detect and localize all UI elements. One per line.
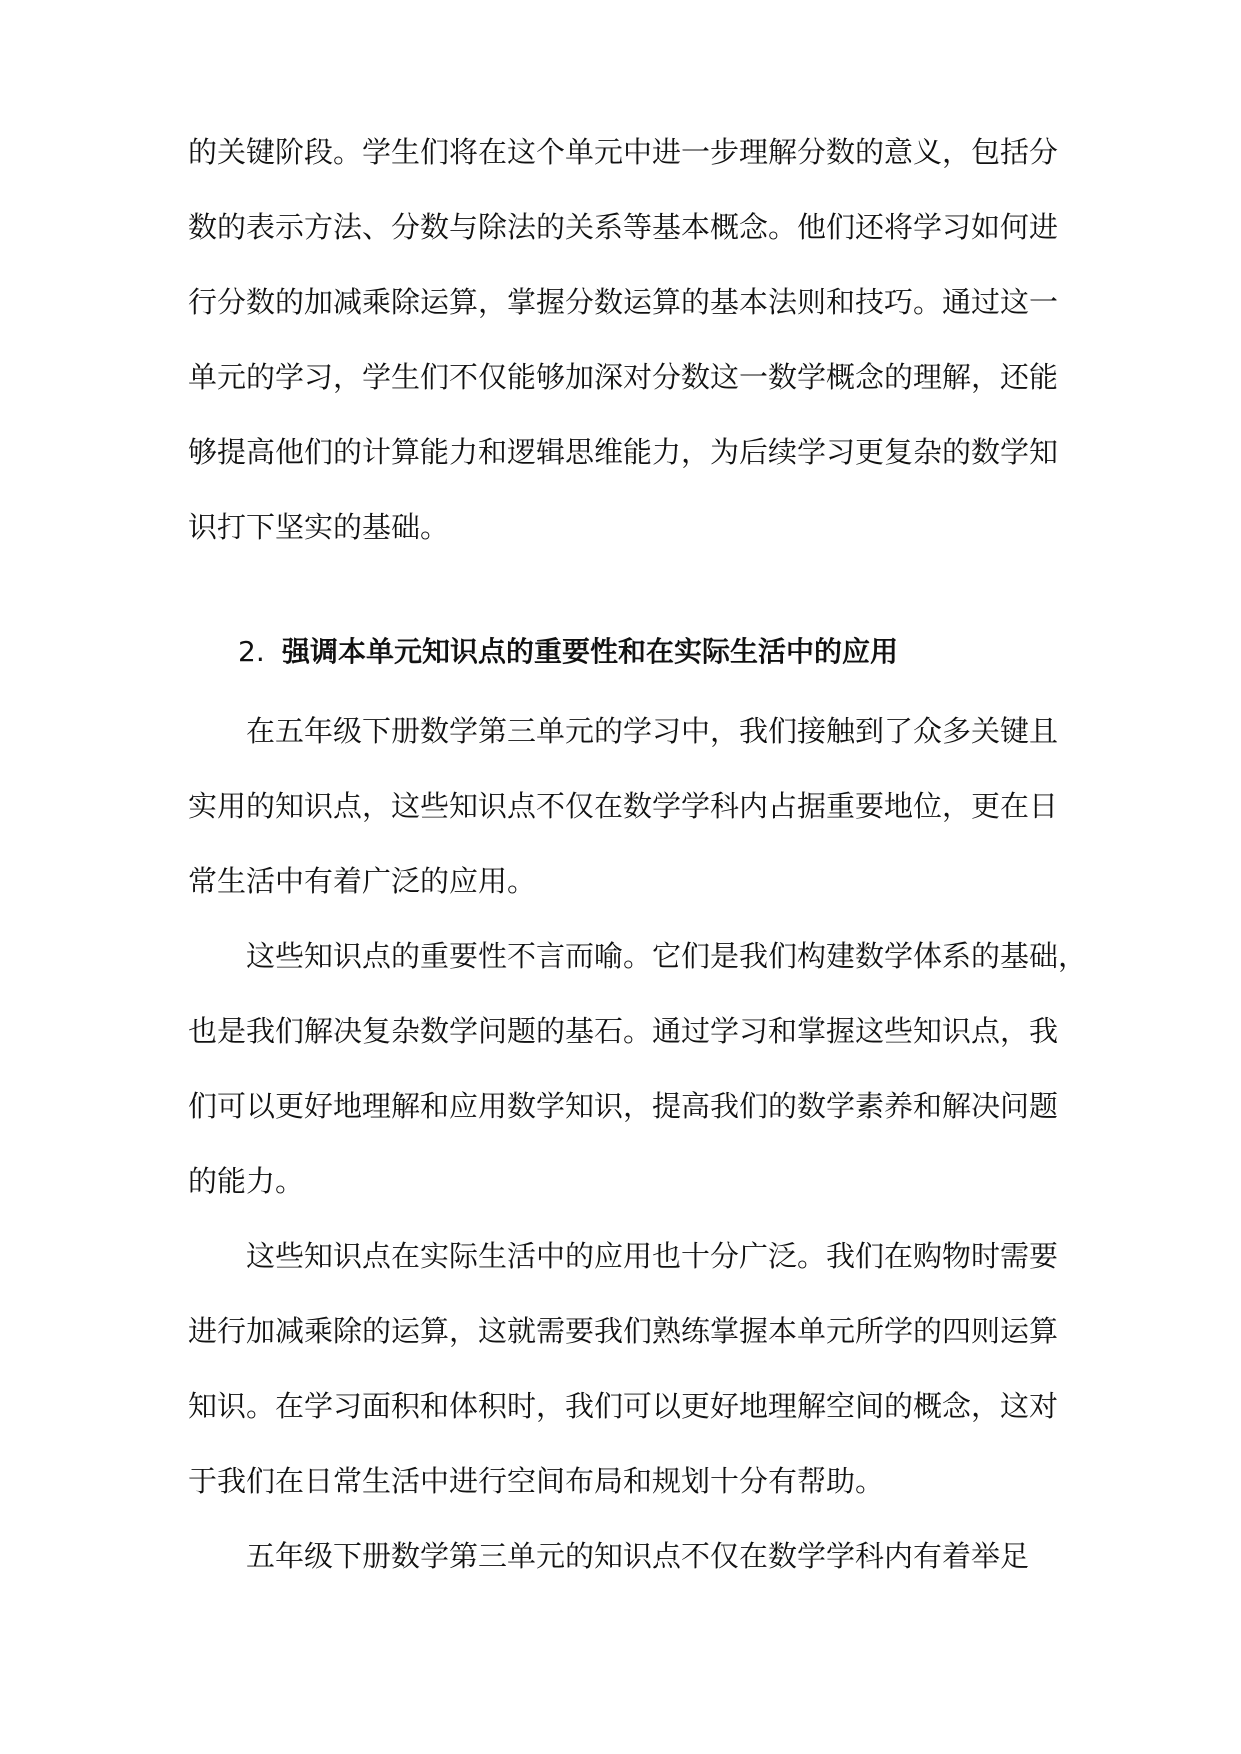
paragraph-4-line-1: 这些知识点在实际生活中的应用也十分广泛。我们在购物时需要 bbox=[246, 1239, 1059, 1273]
paragraph-3-line-1: 这些知识点的重要性不言而喻。它们是我们构建数学体系的基础， bbox=[246, 939, 1088, 973]
paragraph-3-line-2: 也是我们解决复杂数学问题的基石。通过学习和掌握这些知识点，我 bbox=[188, 1014, 1059, 1048]
section-heading-number: 2. bbox=[238, 635, 265, 668]
paragraph-3-line-3: 们可以更好地理解和应用数学知识，提高我们的数学素养和解决问题 bbox=[188, 1089, 1059, 1123]
paragraph-5-line-1: 五年级下册数学第三单元的知识点不仅在数学学科内有着举足 bbox=[246, 1539, 1030, 1573]
paragraph-1-line-5: 够提高他们的计算能力和逻辑思维能力，为后续学习更复杂的数学知 bbox=[188, 435, 1059, 469]
paragraph-4-line-2: 进行加减乘除的运算，这就需要我们熟练掌握本单元所学的四则运算 bbox=[188, 1314, 1059, 1348]
paragraph-2-line-2: 实用的知识点，这些知识点不仅在数学学科内占据重要地位，更在日 bbox=[188, 789, 1059, 823]
paragraph-1-line-2: 数的表示方法、分数与除法的关系等基本概念。他们还将学习如何进 bbox=[188, 210, 1059, 244]
paragraph-4-line-3: 知识。在学习面积和体积时，我们可以更好地理解空间的概念，这对 bbox=[188, 1389, 1059, 1423]
section-heading-title: 强调本单元知识点的重要性和在实际生活中的应用 bbox=[282, 635, 899, 668]
paragraph-1-line-1: 的关键阶段。学生们将在这个单元中进一步理解分数的意义，包括分 bbox=[188, 135, 1059, 169]
paragraph-1-line-4: 单元的学习，学生们不仅能够加深对分数这一数学概念的理解，还能 bbox=[188, 360, 1059, 394]
paragraph-2-line-1: 在五年级下册数学第三单元的学习中，我们接触到了众多关键且 bbox=[246, 714, 1059, 748]
paragraph-1-line-6: 识打下坚实的基础。 bbox=[188, 510, 450, 544]
paragraph-2-line-3: 常生活中有着广泛的应用。 bbox=[188, 864, 537, 898]
paragraph-1-line-3: 行分数的加减乘除运算，掌握分数运算的基本法则和技巧。通过这一 bbox=[188, 285, 1059, 319]
paragraph-4-line-4: 于我们在日常生活中进行空间布局和规划十分有帮助。 bbox=[188, 1464, 885, 1498]
paragraph-3-line-4: 的能力。 bbox=[188, 1164, 305, 1198]
